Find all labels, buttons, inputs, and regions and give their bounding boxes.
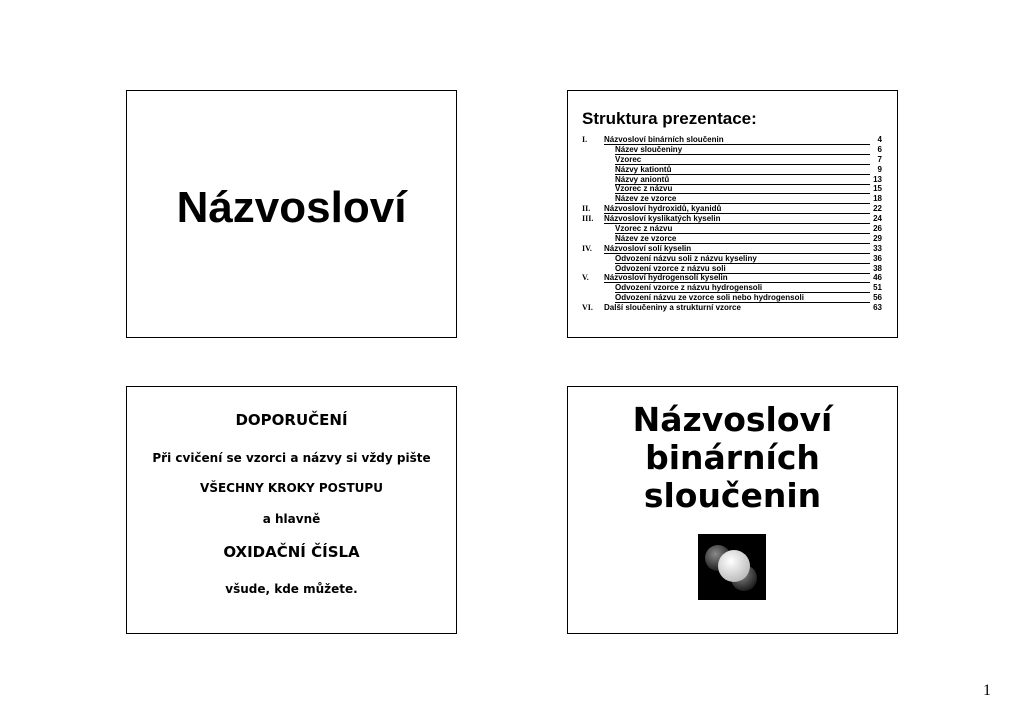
toc-label: Odvození vzorce z názvu hydrogensoli (615, 283, 870, 293)
toc-row (582, 303, 882, 313)
toc-row (582, 194, 882, 204)
toc-row (582, 204, 882, 214)
toc-row (582, 234, 882, 244)
toc-page-number: 51 (873, 283, 882, 293)
toc-page-number: 9 (877, 164, 882, 174)
toc-page-number: 4 (877, 135, 882, 144)
slide-3-recommendation (126, 386, 457, 634)
slide-2-contents (567, 90, 898, 338)
recommendation-line: všude, kde můžete. (225, 582, 358, 596)
toc-label: Odvození názvu ze vzorce soli nebo hydrogensoli (615, 293, 870, 303)
toc-label: Vzorec (615, 155, 870, 165)
recommendation-line: a hlavně (262, 512, 321, 526)
page-number: 1 (983, 682, 991, 699)
molecule-image (698, 534, 766, 600)
toc-row (582, 293, 882, 303)
recommendation-line: Při cvičení se vzorci a názvy si vždy pište (152, 451, 431, 465)
recommendation-emphasis: OXIDAČNÍ ČÍSLA (223, 543, 360, 561)
toc-page-number: 46 (873, 273, 882, 283)
toc-row (582, 155, 882, 165)
toc-label: Odvození názvu soli z názvu kyseliny (615, 254, 870, 264)
title-line: sloučenin (643, 476, 822, 515)
toc-number: V. (582, 273, 589, 283)
toc-page-number: 7 (877, 154, 882, 164)
slide-title: Názvosloví (176, 183, 407, 232)
toc-page-number: 33 (873, 243, 882, 253)
toc-page-number: 24 (873, 214, 882, 224)
table-of-contents (582, 135, 882, 313)
toc-label: Název ze vzorce (615, 194, 870, 204)
toc-row (582, 165, 882, 175)
toc-label: Názvy aniontů (615, 175, 870, 185)
toc-label: Názvosloví hydroxidů, kyanidů (604, 204, 870, 214)
recommendation-line: VŠECHNY KROKY POSTUPU (200, 481, 383, 495)
toc-page-number: 63 (873, 303, 882, 313)
recommendation-heading: DOPORUČENÍ (235, 411, 348, 429)
toc-number: II. (582, 204, 591, 214)
toc-row (582, 244, 882, 254)
toc-page-number: 18 (873, 194, 882, 204)
toc-row (582, 224, 882, 234)
slide-1 (126, 90, 457, 338)
toc-page-number: 29 (873, 233, 882, 243)
title-line: binárních (645, 438, 820, 477)
toc-page-number: 13 (873, 174, 882, 184)
toc-page-number: 26 (873, 224, 882, 234)
slide-title (568, 401, 897, 515)
toc-number: I. (582, 135, 588, 144)
toc-row (582, 264, 882, 274)
toc-label: Vzorec z názvu (615, 224, 870, 234)
toc-row (582, 273, 882, 283)
contents-title: Struktura prezentace: (582, 109, 757, 128)
toc-label: Název sloučeniny (615, 145, 870, 155)
toc-number: III. (582, 214, 594, 224)
toc-page-number: 38 (873, 263, 882, 273)
toc-label: Název ze vzorce (615, 234, 870, 244)
toc-label: Vzorec z názvu (615, 184, 870, 194)
toc-page-number: 22 (873, 204, 882, 214)
toc-label: Názvosloví kyslikatých kyselin (604, 214, 870, 224)
toc-label: Názvosloví binárních sloučenin (604, 135, 870, 145)
toc-page-number: 15 (873, 184, 882, 194)
toc-row (582, 214, 882, 224)
toc-label: Názvosloví hydrogensolí kyselin (604, 273, 870, 283)
toc-row (582, 283, 882, 293)
toc-page-number: 6 (877, 144, 882, 154)
slide-4-binary-compounds (567, 386, 898, 634)
toc-number: IV. (582, 243, 592, 253)
toc-page-number: 36 (873, 253, 882, 263)
toc-page-number: 56 (873, 293, 882, 303)
toc-row (582, 145, 882, 155)
toc-row (582, 135, 882, 145)
toc-row (582, 254, 882, 264)
toc-label: Odvození vzorce z názvu soli (615, 264, 870, 274)
toc-label: Názvy kationtů (615, 165, 870, 175)
toc-label: Názvosloví solí kyselin (604, 244, 870, 254)
toc-row (582, 184, 882, 194)
toc-number: VI. (582, 303, 593, 313)
toc-label: Další sloučeniny a strukturní vzorce (604, 303, 741, 313)
toc-row (582, 175, 882, 185)
title-line: Názvosloví (632, 400, 833, 439)
